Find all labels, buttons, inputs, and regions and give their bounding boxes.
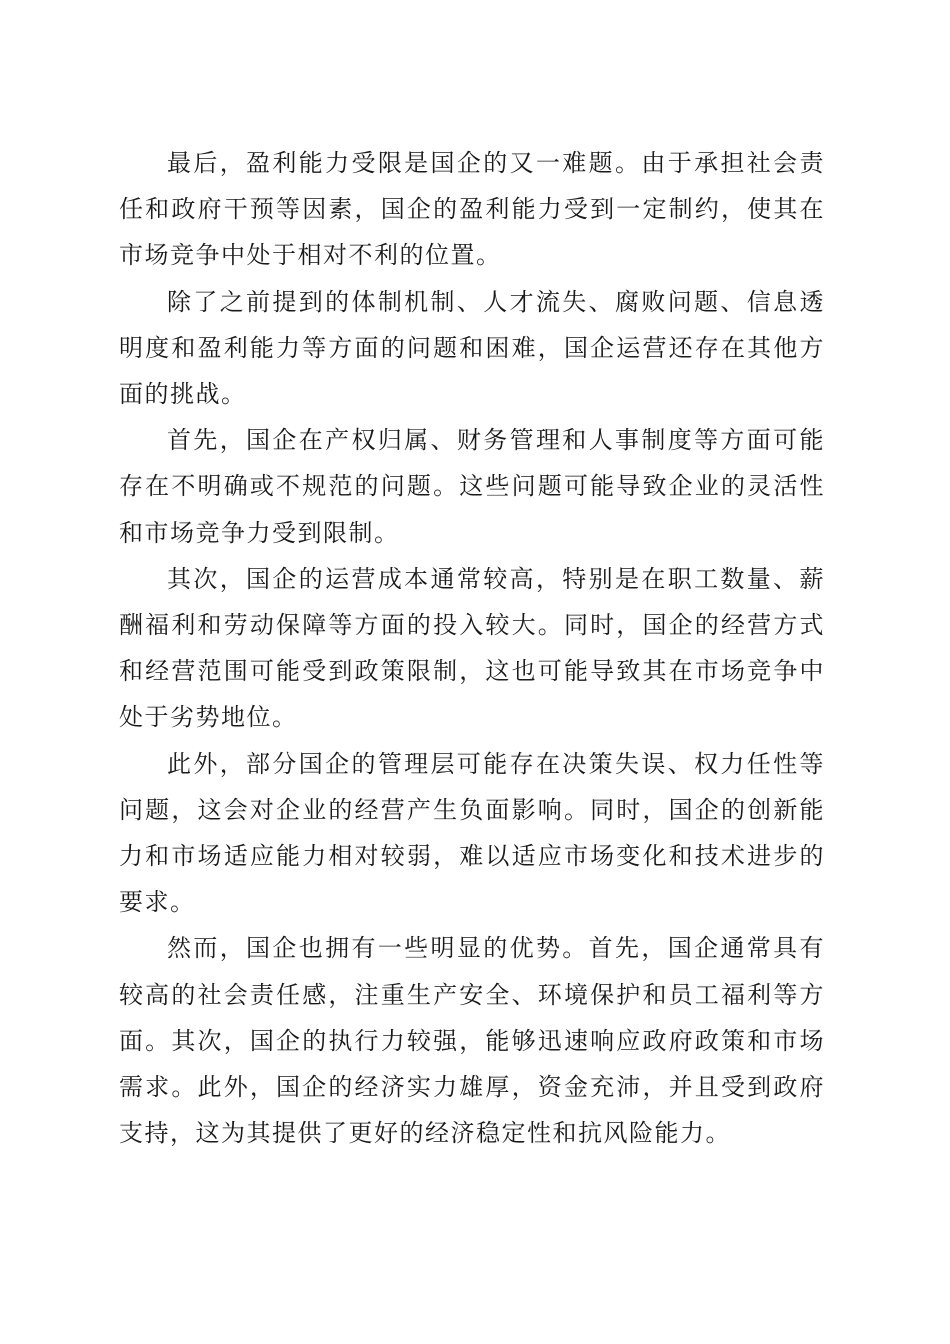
paragraph-profitability: 最后，盈利能力受限是国企的又一难题。由于承担社会责任和政府干预等因素，国企的盈利能力受到一定制约，使其在市场竞争中处于相对不利的位置。 bbox=[119, 149, 825, 270]
paragraph-other-challenges: 除了之前提到的体制机制、人才流失、腐败问题、信息透明度和盈利能力等方面的问题和困难，国企运营还存在其他方面的挑战。 bbox=[119, 287, 825, 409]
paragraph-property-rights: 首先，国企在产权归属、财务管理和人事制度等方面可能存在不明确或不规范的问题。这些问题可能导致企业的灵活性和市场竞争力受到限制。 bbox=[119, 426, 825, 547]
paragraph-advantages: 然而，国企也拥有一些明显的优势。首先，国企通常具有较高的社会责任感，注重生产安全、环境保护和员工福利等方面。其次，国企的执行力较强，能够迅速响应政府政策和市场需求。此外，国企的经济实力雄厚，资金充沛，并且受到政府支持，这为其提供了更好的经济稳定性和抗风险能力。 bbox=[119, 934, 825, 1148]
document-body bbox=[119, 140, 825, 1156]
paragraph-operating-costs: 其次，国企的运营成本通常较高，特别是在职工数量、薪酬福利和劳动保障等方面的投入较大。同时，国企的经营方式和经营范围可能受到政策限制，这也可能导致其在市场竞争中处于劣势地位。 bbox=[119, 564, 825, 732]
paragraph-management-issues: 此外，部分国企的管理层可能存在决策失误、权力任性等问题，这会对企业的经营产生负面影响。同时，国企的创新能力和市场适应能力相对较弱，难以适应市场变化和技术进步的要求。 bbox=[119, 749, 825, 917]
